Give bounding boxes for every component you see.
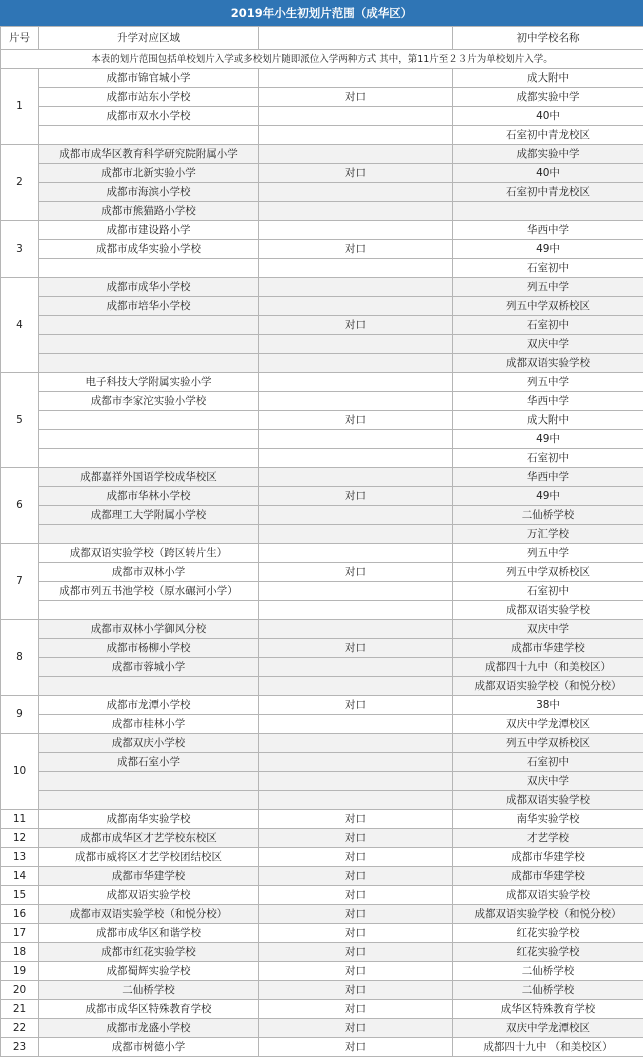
primary-school: 成都嘉祥外国语学校成华校区 [39,468,259,487]
relation-cell: 对口 [259,943,453,962]
relation-cell [259,335,453,354]
table-row [1,658,643,677]
zone-number: 9 [1,696,39,734]
zone-number: 12 [1,829,39,848]
primary-school: 成都双语实验学校 [39,886,259,905]
zone-number: 19 [1,962,39,981]
zone-number: 14 [1,867,39,886]
zone-number: 16 [1,905,39,924]
middle-school: 成都四十九中（和美校区） [453,658,643,677]
relation-cell: 对口 [259,316,453,335]
middle-school: 华西中学 [453,221,643,240]
table-row [1,886,643,905]
middle-school: 49中 [453,430,643,449]
primary-school [39,316,259,335]
primary-school: 成都理工大学附属小学校 [39,506,259,525]
primary-school [39,677,259,696]
middle-school: 二仙桥学校 [453,506,643,525]
primary-school [39,525,259,544]
middle-school: 49中 [453,487,643,506]
relation-cell [259,126,453,145]
relation-cell [259,107,453,126]
table-row [1,696,643,715]
zone-number: 18 [1,943,39,962]
table-row [1,525,643,544]
zone-number: 11 [1,810,39,829]
middle-school: 40中 [453,107,643,126]
primary-school: 二仙桥学校 [39,981,259,1000]
relation-cell [259,658,453,677]
relation-cell [259,392,453,411]
primary-school: 成都市双水小学校 [39,107,259,126]
table-row [1,582,643,601]
primary-school: 成都市华林小学校 [39,487,259,506]
table-row [1,772,643,791]
relation-cell: 对口 [259,1000,453,1019]
primary-school [39,411,259,430]
table-row [1,639,643,658]
table-row [1,449,643,468]
table-row [1,1000,643,1019]
table-row [1,715,643,734]
relation-cell [259,544,453,563]
relation-cell [259,278,453,297]
table-row [1,468,643,487]
table-row [1,430,643,449]
relation-cell: 对口 [259,886,453,905]
table-row [1,392,643,411]
relation-cell: 对口 [259,164,453,183]
relation-cell [259,791,453,810]
relation-cell: 对口 [259,487,453,506]
middle-school: 40中 [453,164,643,183]
middle-school: 双庆中学 [453,335,643,354]
zone-number: 6 [1,468,39,544]
relation-cell [259,221,453,240]
table-row [1,1019,643,1038]
middle-school: 49中 [453,240,643,259]
relation-cell [259,734,453,753]
primary-school [39,601,259,620]
table-row [1,962,643,981]
primary-school: 成都市锦官城小学 [39,69,259,88]
middle-school: 红花实验学校 [453,924,643,943]
table-row [1,240,643,259]
middle-school: 列五中学双桥校区 [453,297,643,316]
table-row [1,506,643,525]
zone-number: 15 [1,886,39,905]
primary-school: 成都市李家沱实验小学校 [39,392,259,411]
middle-school: 才艺学校 [453,829,643,848]
primary-school: 成都市成华区和谐学校 [39,924,259,943]
primary-school: 成都市成华区特殊教育学校 [39,1000,259,1019]
primary-school: 成都市双语实验学校（和悦分校） [39,905,259,924]
zone-number: 23 [1,1038,39,1057]
middle-school: 成华区特殊教育学校 [453,1000,643,1019]
primary-school [39,772,259,791]
table-row [1,126,643,145]
middle-school: 列五中学双桥校区 [453,734,643,753]
middle-school: 成都双语实验学校 [453,886,643,905]
table-row [1,259,643,278]
zone-number: 3 [1,221,39,278]
relation-cell [259,183,453,202]
table-row [1,1038,643,1057]
middle-school: 石室初中 [453,582,643,601]
primary-school [39,449,259,468]
middle-school: 成都实验中学 [453,88,643,107]
primary-school: 成都市培华小学校 [39,297,259,316]
table-row [1,221,643,240]
zone-number: 20 [1,981,39,1000]
relation-cell [259,582,453,601]
primary-school: 成都市桂林小学 [39,715,259,734]
table-row [1,183,643,202]
zone-number: 17 [1,924,39,943]
relation-cell [259,145,453,164]
allocation-table [0,26,643,1057]
middle-school: 列五中学 [453,544,643,563]
middle-school: 双庆中学龙潭校区 [453,1019,643,1038]
relation-cell: 对口 [259,848,453,867]
primary-school: 成都双庆小学校 [39,734,259,753]
middle-school: 38中 [453,696,643,715]
middle-school: 成都双语实验学校 [453,791,643,810]
relation-cell: 对口 [259,411,453,430]
table-row [1,620,643,639]
table-row [1,867,643,886]
relation-cell: 对口 [259,924,453,943]
table-row [1,905,643,924]
middle-school: 成都实验中学 [453,145,643,164]
header-relation [259,27,453,50]
relation-cell [259,506,453,525]
relation-cell: 对口 [259,810,453,829]
relation-cell: 对口 [259,829,453,848]
primary-school [39,791,259,810]
relation-cell [259,449,453,468]
primary-school: 成都市成华区教育科学研究院附属小学 [39,145,259,164]
primary-school: 成都市建设路小学 [39,221,259,240]
primary-school [39,259,259,278]
primary-school [39,126,259,145]
relation-cell: 对口 [259,1019,453,1038]
zone-number: 7 [1,544,39,620]
table-row [1,544,643,563]
primary-school: 成都市双林小学 [39,563,259,582]
relation-cell [259,772,453,791]
primary-school: 成都市华建学校 [39,867,259,886]
primary-school: 成都市龙潭小学校 [39,696,259,715]
zone-number: 21 [1,1000,39,1019]
relation-cell [259,69,453,88]
table-row [1,848,643,867]
relation-cell [259,468,453,487]
middle-school: 红花实验学校 [453,943,643,962]
middle-school: 列五中学双桥校区 [453,563,643,582]
zone-number: 8 [1,620,39,696]
header-row [1,27,643,50]
primary-school: 成都市蓉城小学 [39,658,259,677]
table-row [1,88,643,107]
header-middle: 初中学校名称 [453,27,643,50]
primary-school: 成都市成华小学校 [39,278,259,297]
middle-school: 石室初中 [453,316,643,335]
zone-number: 5 [1,373,39,468]
note-row [1,50,643,69]
relation-cell: 对口 [259,696,453,715]
middle-school: 成都双语实验学校 [453,601,643,620]
primary-school: 成都市熊猫路小学校 [39,202,259,221]
middle-school: 华西中学 [453,392,643,411]
primary-school [39,335,259,354]
relation-cell [259,430,453,449]
middle-school: 石室初中 [453,753,643,772]
table-row [1,601,643,620]
relation-cell: 对口 [259,981,453,1000]
table-row [1,316,643,335]
table-row [1,411,643,430]
table-row [1,563,643,582]
middle-school [453,202,643,221]
zone-number: 22 [1,1019,39,1038]
primary-school: 成都市杨柳小学校 [39,639,259,658]
relation-cell [259,202,453,221]
relation-cell [259,715,453,734]
sheet-title: 2019年小生初划片范围（成华区） [0,0,643,26]
table-row [1,924,643,943]
header-primary: 升学对应区域 [39,27,259,50]
primary-school: 成都市成华实验小学校 [39,240,259,259]
middle-school: 华西中学 [453,468,643,487]
middle-school: 成大附中 [453,411,643,430]
primary-school: 电子科技大学附属实验小学 [39,373,259,392]
primary-school: 成都双语实验学校（跨区转片生） [39,544,259,563]
primary-school [39,430,259,449]
table-row [1,278,643,297]
table-row [1,354,643,373]
header-idx: 片号 [1,27,39,50]
primary-school: 成都市树德小学 [39,1038,259,1057]
zone-number: 4 [1,278,39,373]
table-row [1,373,643,392]
middle-school: 二仙桥学校 [453,981,643,1000]
table-row [1,487,643,506]
relation-cell [259,677,453,696]
middle-school: 双庆中学 [453,620,643,639]
table-row [1,107,643,126]
relation-cell [259,525,453,544]
table-row [1,829,643,848]
middle-school: 成都双语实验学校（和悦分校） [453,905,643,924]
table-row [1,981,643,1000]
middle-school: 成都四十九中 （和美校区） [453,1038,643,1057]
middle-school: 成都双语实验学校 [453,354,643,373]
middle-school: 石室初中青龙校区 [453,126,643,145]
middle-school: 成都市华建学校 [453,867,643,886]
table-row [1,297,643,316]
relation-cell [259,753,453,772]
relation-cell: 对口 [259,867,453,886]
relation-cell [259,354,453,373]
relation-cell [259,297,453,316]
relation-cell: 对口 [259,905,453,924]
relation-cell: 对口 [259,240,453,259]
primary-school: 成都市成华区才艺学校东校区 [39,829,259,848]
note-cell: 本表的划片范围包括单校划片入学或多校划片随即派位入学两种方式 其中，第11片至２３片为单校划片入学。 [1,50,643,69]
middle-school: 南华实验学校 [453,810,643,829]
relation-cell: 对口 [259,639,453,658]
zone-number: 10 [1,734,39,810]
relation-cell [259,601,453,620]
relation-cell: 对口 [259,88,453,107]
table-row [1,943,643,962]
primary-school: 成都石室小学 [39,753,259,772]
table-row [1,202,643,221]
primary-school: 成都市站东小学校 [39,88,259,107]
primary-school [39,354,259,373]
zone-number: 2 [1,145,39,221]
table-row [1,335,643,354]
middle-school: 列五中学 [453,373,643,392]
table-row [1,791,643,810]
relation-cell [259,620,453,639]
table-row [1,753,643,772]
zone-number: 1 [1,69,39,145]
middle-school: 成大附中 [453,69,643,88]
middle-school: 石室初中 [453,449,643,468]
middle-school: 列五中学 [453,278,643,297]
primary-school: 成都市龙盛小学校 [39,1019,259,1038]
relation-cell: 对口 [259,962,453,981]
middle-school: 双庆中学龙潭校区 [453,715,643,734]
table-row [1,69,643,88]
primary-school: 成都南华实验学校 [39,810,259,829]
relation-cell [259,259,453,278]
relation-cell: 对口 [259,563,453,582]
table-row [1,677,643,696]
primary-school: 成都市双林小学御风分校 [39,620,259,639]
middle-school: 万汇学校 [453,525,643,544]
table-row [1,145,643,164]
primary-school: 成都市列五书池学校（原水碾河小学） [39,582,259,601]
middle-school: 成都双语实验学校（和悦分校） [453,677,643,696]
relation-cell: 对口 [259,1038,453,1057]
table-row [1,734,643,753]
middle-school: 石室初中 [453,259,643,278]
primary-school: 成都市北新实验小学 [39,164,259,183]
middle-school: 石室初中青龙校区 [453,183,643,202]
primary-school: 成都市红花实验学校 [39,943,259,962]
primary-school: 成都市威将区才艺学校团结校区 [39,848,259,867]
middle-school: 双庆中学 [453,772,643,791]
zone-number: 13 [1,848,39,867]
primary-school: 成都市海滨小学校 [39,183,259,202]
middle-school: 二仙桥学校 [453,962,643,981]
table-row [1,810,643,829]
relation-cell [259,373,453,392]
middle-school: 成都市华建学校 [453,848,643,867]
middle-school: 成都市华建学校 [453,639,643,658]
table-row [1,164,643,183]
primary-school: 成都蜀辉实验学校 [39,962,259,981]
